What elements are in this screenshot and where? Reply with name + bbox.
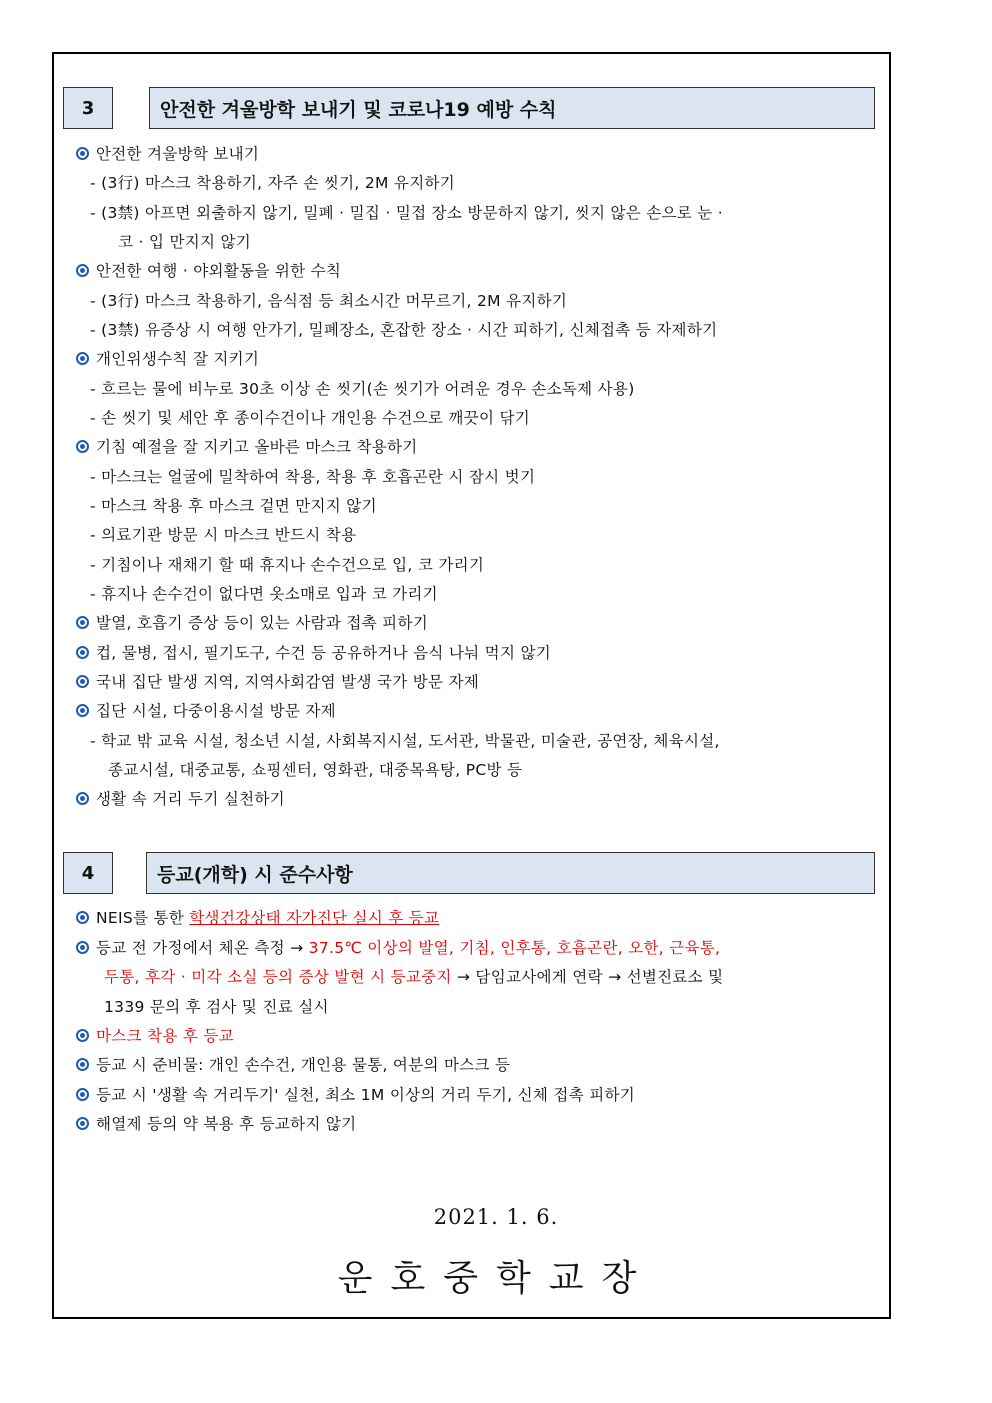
bullet-item: 안전한 여행 · 야외활동을 위한 수칙 — [76, 261, 341, 281]
bullet-item: 발열, 호흡기 증상 등이 있는 사람과 접촉 피하기 — [76, 613, 428, 633]
bullet-icon — [76, 352, 89, 365]
bullet-item: NEIS를 통한 학생건강상태 자가진단 실시 후 등교 — [76, 908, 439, 928]
highlight-text: 학생건강상태 자가진단 실시 후 등교 — [189, 909, 440, 927]
bullet-item: 국내 집단 발생 지역, 지역사회감염 발생 국가 방문 자제 — [76, 672, 479, 692]
bullet-icon — [76, 616, 89, 629]
section-3-title: 안전한 겨울방학 보내기 및 코로나19 예방 수칙 — [149, 87, 875, 129]
bullet-item: 집단 시설, 다중이용시설 방문 자제 — [76, 701, 336, 721]
sub-item: - 손 씻기 및 세안 후 종이수건이나 개인용 수건으로 깨끗이 닦기 — [90, 409, 530, 427]
bullet-icon — [76, 1029, 89, 1042]
section-4-title: 등교(개학) 시 준수사항 — [146, 852, 875, 894]
bullet-icon — [76, 675, 89, 688]
bullet-item: 개인위생수칙 잘 지키기 — [76, 349, 259, 369]
sub-item-continued: 코 · 입 만지지 않기 — [118, 233, 252, 251]
sub-item: - 마스크 착용 후 마스크 겉면 만지지 않기 — [90, 497, 377, 515]
sub-item: - 의료기관 방문 시 마스크 반드시 착용 — [90, 526, 357, 544]
sub-item: - 기침이나 재채기 할 때 휴지나 손수건으로 입, 코 가리기 — [90, 556, 485, 574]
bullet-item: 등교 시 '생활 속 거리두기' 실천, 최소 1M 이상의 거리 두기, 신체 접촉 피하기 — [76, 1085, 635, 1105]
bullet-icon — [76, 911, 89, 924]
bullet-icon — [76, 1088, 89, 1101]
bullet-icon — [76, 1117, 89, 1130]
bullet-icon — [76, 264, 89, 277]
highlight-text: 마스크 착용 후 등교 — [96, 1027, 234, 1045]
bullet-icon — [76, 792, 89, 805]
bullet-item — [76, 1026, 234, 1046]
bullet-item: 기침 예절을 잘 지키고 올바른 마스크 착용하기 — [76, 437, 418, 457]
bullet-item-continued: 1339 문의 후 검사 및 진료 실시 — [104, 998, 329, 1016]
section-4-number: 4 — [63, 852, 113, 894]
bullet-item: 컵, 물병, 접시, 필기도구, 수건 등 공유하거나 음식 나눠 먹지 않기 — [76, 643, 551, 663]
bullet-icon — [76, 440, 89, 453]
highlight-text: 37.5℃ 이상의 발열, 기침, 인후통, 호흡곤란, 오한, 근육통, — [308, 939, 721, 957]
bullet-icon — [76, 646, 89, 659]
bullet-item: 안전한 겨울방학 보내기 — [76, 144, 259, 164]
sub-item: - 흐르는 물에 비누로 30초 이상 손 씻기(손 씻기가 어려운 경우 손소독제 사용) — [90, 380, 635, 398]
bullet-item: 등교 전 가정에서 체온 측정 → 37.5℃ 이상의 발열, 기침, 인후통, 호흡곤란, 오한, 근육통, — [76, 938, 720, 958]
bullet-item-continued: 두통, 후각 · 미각 소실 등의 증상 발현 시 등교중지 → 담임교사에게 연락 → 선별진료소 및 — [104, 968, 724, 986]
bullet-item: 등교 시 준비물: 개인 손수건, 개인용 물통, 여분의 마스크 등 — [76, 1055, 510, 1075]
sub-item: - (3禁) 아프면 외출하지 않기, 밀폐 · 밀집 · 밀접 장소 방문하지 않기, 씻지 않은 손으로 눈 · — [90, 204, 724, 222]
document-date: 2021. 1. 6. — [433, 1205, 559, 1229]
bullet-item: 생활 속 거리 두기 실천하기 — [76, 789, 285, 809]
bullet-icon — [76, 941, 89, 954]
bullet-icon — [76, 704, 89, 717]
sub-item-continued: 종교시설, 대중교통, 쇼핑센터, 영화관, 대중목욕탕, PC방 등 — [108, 761, 523, 779]
bullet-icon — [76, 1058, 89, 1071]
highlight-text: 두통, 후각 · 미각 소실 등의 증상 발현 시 등교중지 — [104, 968, 452, 986]
sub-item: - (3行) 마스크 착용하기, 자주 손 씻기, 2M 유지하기 — [90, 174, 456, 192]
sub-item: - 마스크는 얼굴에 밀착하여 착용, 착용 후 호흡곤란 시 잠시 벗기 — [90, 468, 536, 486]
sub-item: - (3禁) 유증상 시 여행 안가기, 밀폐장소, 혼잡한 장소 · 시간 피하기, 신체접촉 등 자제하기 — [90, 321, 718, 339]
sub-item: - (3行) 마스크 착용하기, 음식점 등 최소시간 머무르기, 2M 유지하기 — [90, 292, 568, 310]
school-principal-signature: 운호중학교장 — [337, 1258, 655, 1299]
section-3-number: 3 — [63, 87, 113, 129]
sub-item: - 휴지나 손수건이 없다면 옷소매로 입과 코 가리기 — [90, 585, 438, 603]
bullet-icon — [76, 147, 89, 160]
bullet-item: 해열제 등의 약 복용 후 등교하지 않기 — [76, 1114, 356, 1134]
sub-item: - 학교 밖 교육 시설, 청소년 시설, 사회복지시설, 도서관, 박물관, 미술관, 공연장, 체육시설, — [90, 732, 720, 750]
